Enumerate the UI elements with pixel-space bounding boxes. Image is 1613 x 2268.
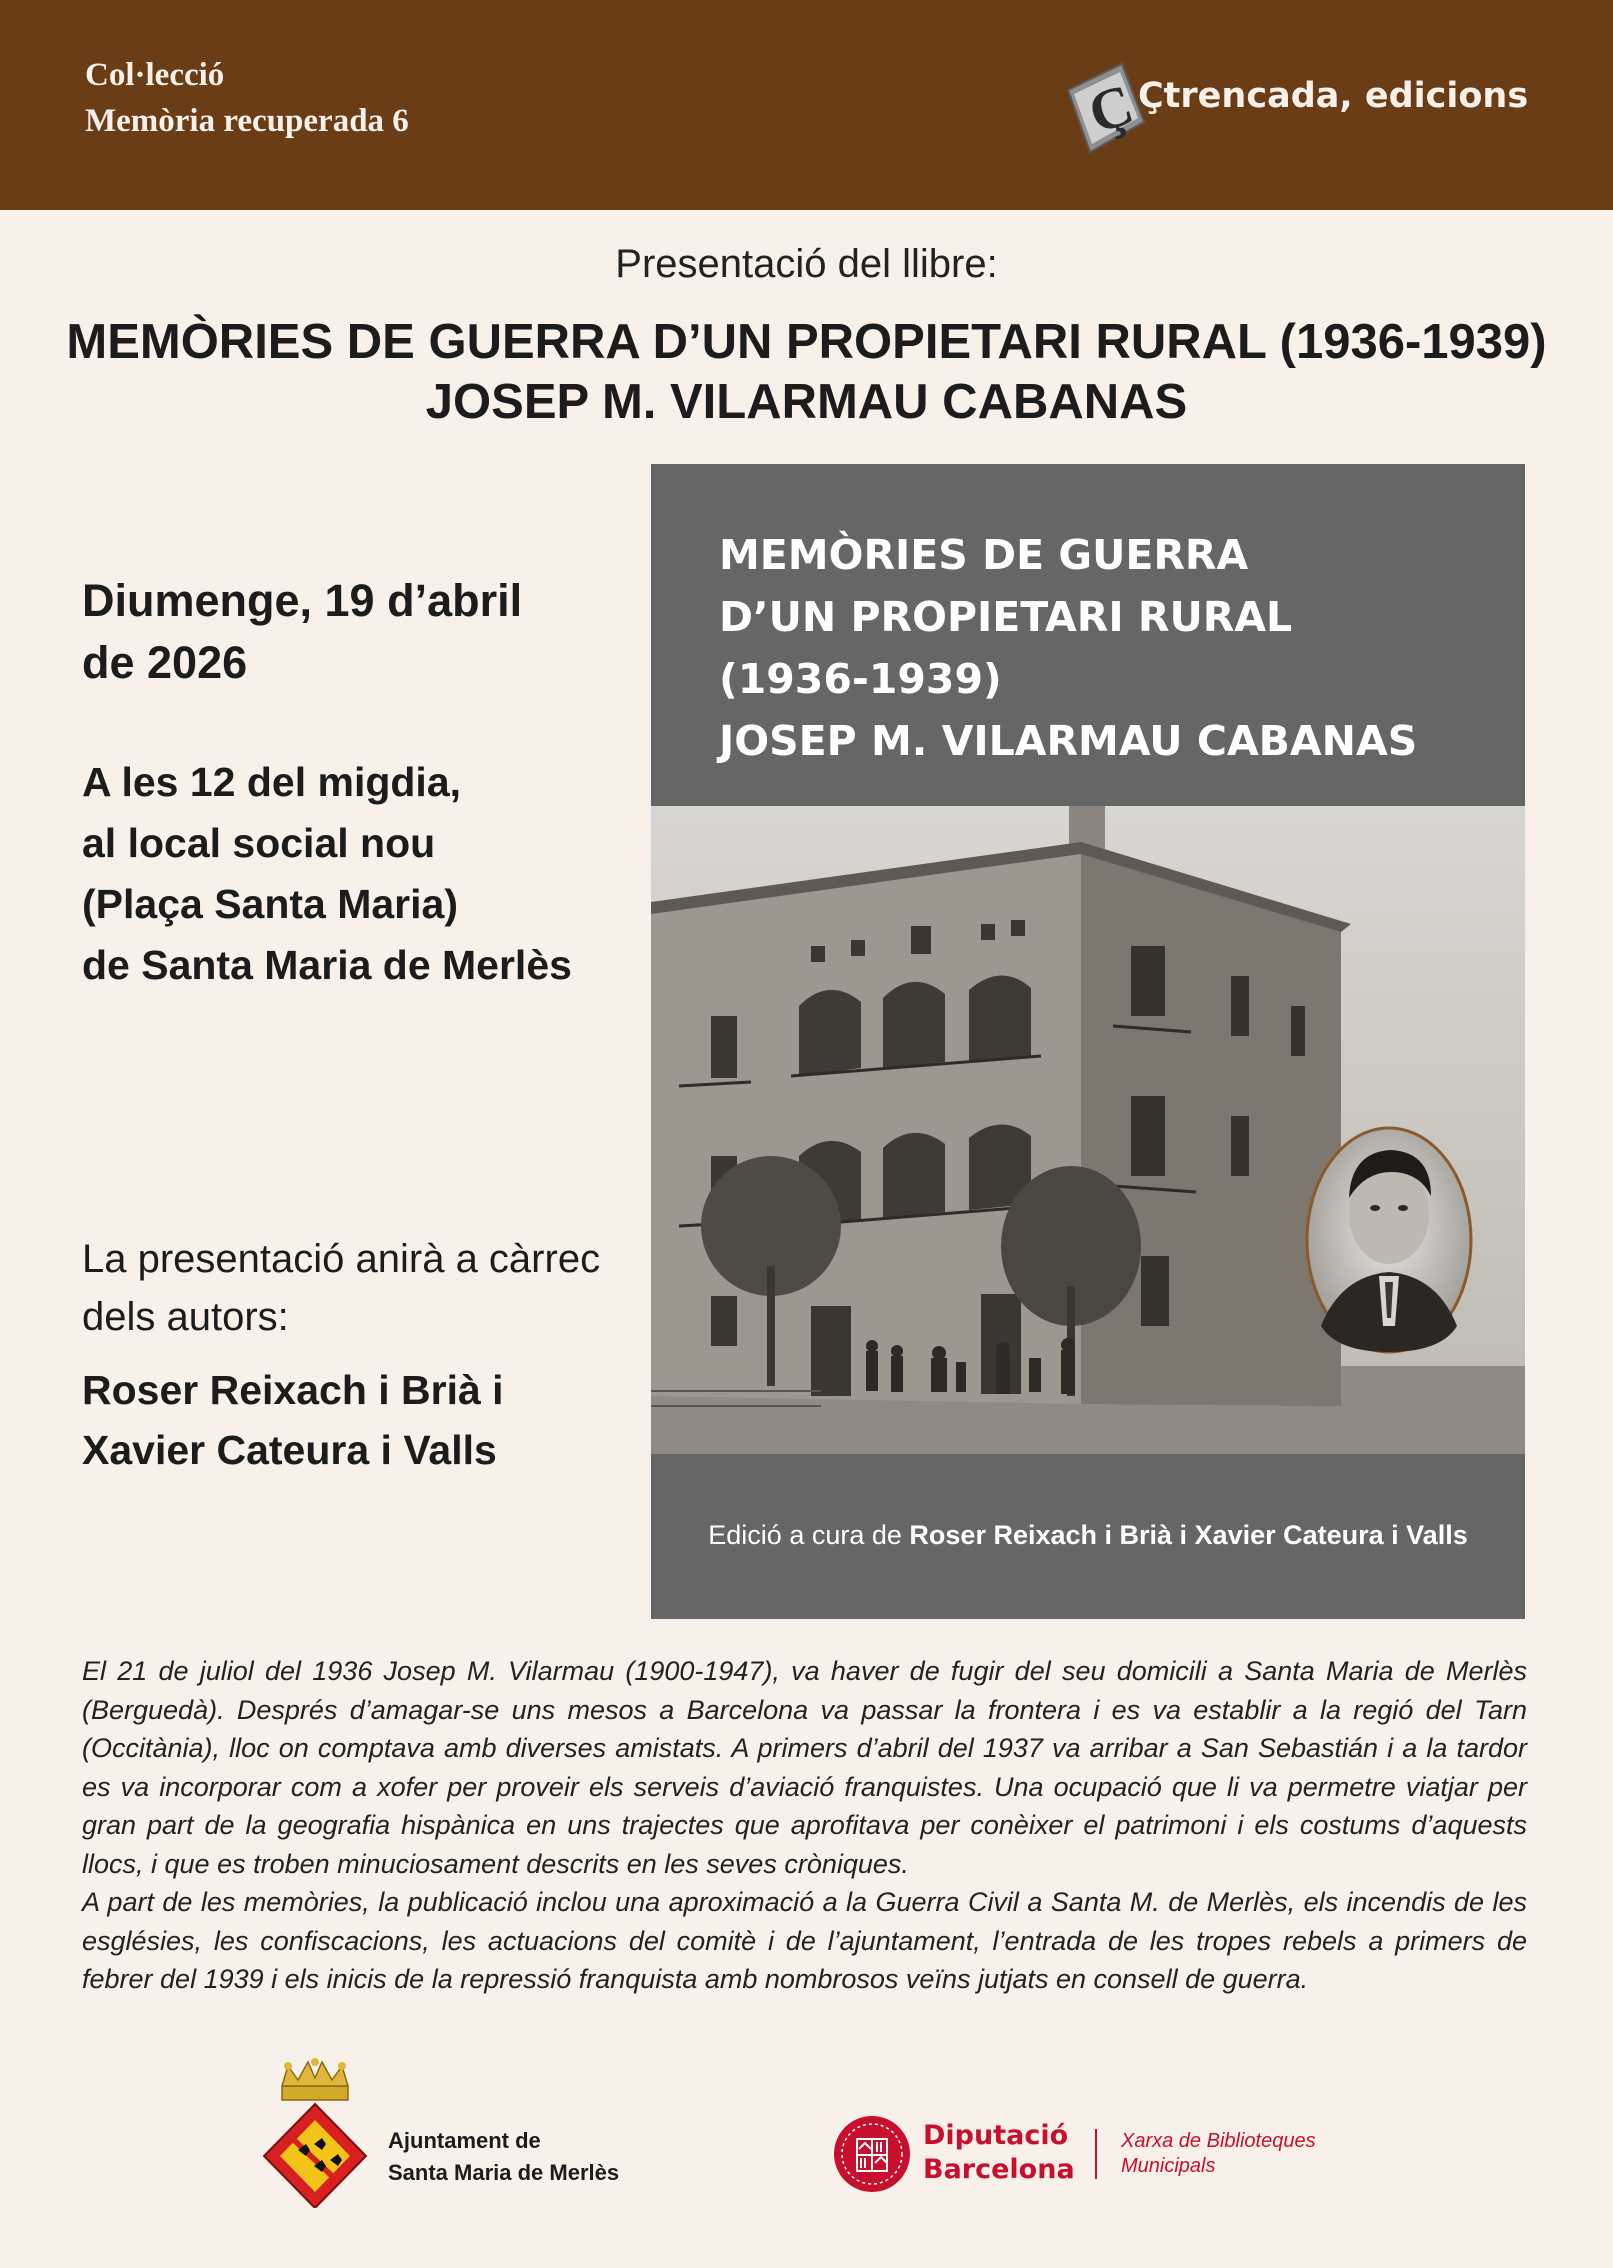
presenter-line-2: dels autors: [82, 1295, 289, 1339]
diputacio-name [923, 2119, 1075, 2187]
title-line-1: MEMÒRIES DE GUERRA D’UN PROPIETARI RURAL (1936-1939) [66, 315, 1547, 369]
place-line-3: (Plaça Santa Maria) [82, 881, 458, 927]
description-paragraph-2: A part de les memòries, la publicació inclou una aproximació a la Guerra Civil a Santa M. de Merlès, els incendis de les esglésies, les confiscacions, les actuacions del comitè i de l’ajuntament, l’entrada de les tropes rebels a primers de febrer del 1939 i els inicis de la repressió franquista amb nombrosos veïns jutjats en consell de guerra. [82, 1887, 1527, 1994]
description-paragraph-1: El 21 de juliol del 1936 Josep M. Vilarmau (1900-1947), va haver de fugir del seu domicili a Santa Maria de Merlès (Berguedà). Després d’amagar-se uns mesos a Barcelona va passar la frontera i es va establir a la regió del Tarn (Occitània), lloc on comptava amb diverses amistats. A primers d’abril del 1937 va arribar a San Sebastián i a la tardor es va incorporar com a xofer per proveir els serveis d’aviació franquistes. Una ocupació que li va permetre viatjar per gran part de la geografia hispànica en uns trajectes que aprofitava per conèixer el patrimoni i els costums d’aquests llocs, i que es troben minuciosament descrits en les seves cròniques. [82, 1656, 1527, 1879]
author-2: Xavier Cateura i Valls [82, 1427, 497, 1473]
place-line-1: A les 12 del migdia, [82, 759, 462, 805]
xarxa-biblioteques [1121, 2129, 1316, 2179]
place-line-4: de Santa Maria de Merlès [82, 942, 572, 988]
title-line-2: JOSEP M. VILARMAU CABANAS [425, 375, 1188, 429]
event-place [82, 752, 642, 996]
ajuntament-logo-block [260, 2058, 660, 2208]
diputacio-logo-block [833, 2115, 1393, 2195]
ajuntament-line-2: Santa Maria de Merlès [388, 2160, 620, 2185]
authors [82, 1360, 642, 1480]
diputacio-seal-icon [833, 2115, 911, 2193]
date-line-2: de 2026 [82, 637, 248, 688]
book-cover-credit [651, 1520, 1525, 1551]
date-line-1: Diumenge, 19 d’abril [82, 575, 523, 626]
diputacio-separator [1095, 2129, 1097, 2179]
book-cover [651, 464, 1525, 1619]
cover-title-line-1: MEMÒRIES DE GUERRA [719, 531, 1249, 579]
presenter-intro [82, 1230, 642, 1346]
publisher-mark-glyph: Ç [1080, 71, 1141, 147]
page-title [0, 312, 1613, 432]
collection-name: Col·lecció [85, 57, 225, 93]
xarxa-line-2: Municipals [1121, 2155, 1216, 2177]
credit-names: Roser Reixach i Brià i Xavier Cateura i Valls [909, 1520, 1468, 1550]
cover-title-line-3: (1936-1939) [719, 655, 1002, 703]
cover-title-line-4: JOSEP M. VILARMAU CABANAS [719, 717, 1418, 765]
publisher-logo-block [1060, 60, 1530, 156]
cover-title-line-2: D’UN PROPIETARI RURAL [719, 593, 1293, 641]
event-date [82, 570, 642, 694]
collection-label [85, 52, 409, 144]
place-line-2: al local social nou [82, 820, 436, 866]
diputacio-line-2: Barcelona [923, 2154, 1075, 2185]
book-cover-title [719, 524, 1417, 772]
publisher-name: Çtrencada, edicions [1138, 76, 1529, 116]
xarxa-line-1: Xarxa de Biblioteques [1121, 2130, 1316, 2152]
intro-text: Presentació del llibre: [615, 242, 998, 286]
presenter-line-1: La presentació anirà a càrrec [82, 1237, 601, 1281]
collection-series: Memòria recuperada 6 [85, 103, 409, 139]
diputacio-line-1: Diputació [923, 2120, 1069, 2151]
municipal-coat-of-arms-icon [260, 2058, 370, 2208]
ajuntament-name [388, 2125, 619, 2189]
book-description [82, 1652, 1527, 1999]
ajuntament-line-1: Ajuntament de [388, 2128, 541, 2153]
publisher-c-cedilla-icon [1060, 60, 1150, 156]
header-band [0, 0, 1613, 210]
book-cover-photo [651, 806, 1525, 1454]
author-1: Roser Reixach i Brià i [82, 1367, 504, 1413]
credit-prefix: Edició a cura de [708, 1520, 902, 1550]
